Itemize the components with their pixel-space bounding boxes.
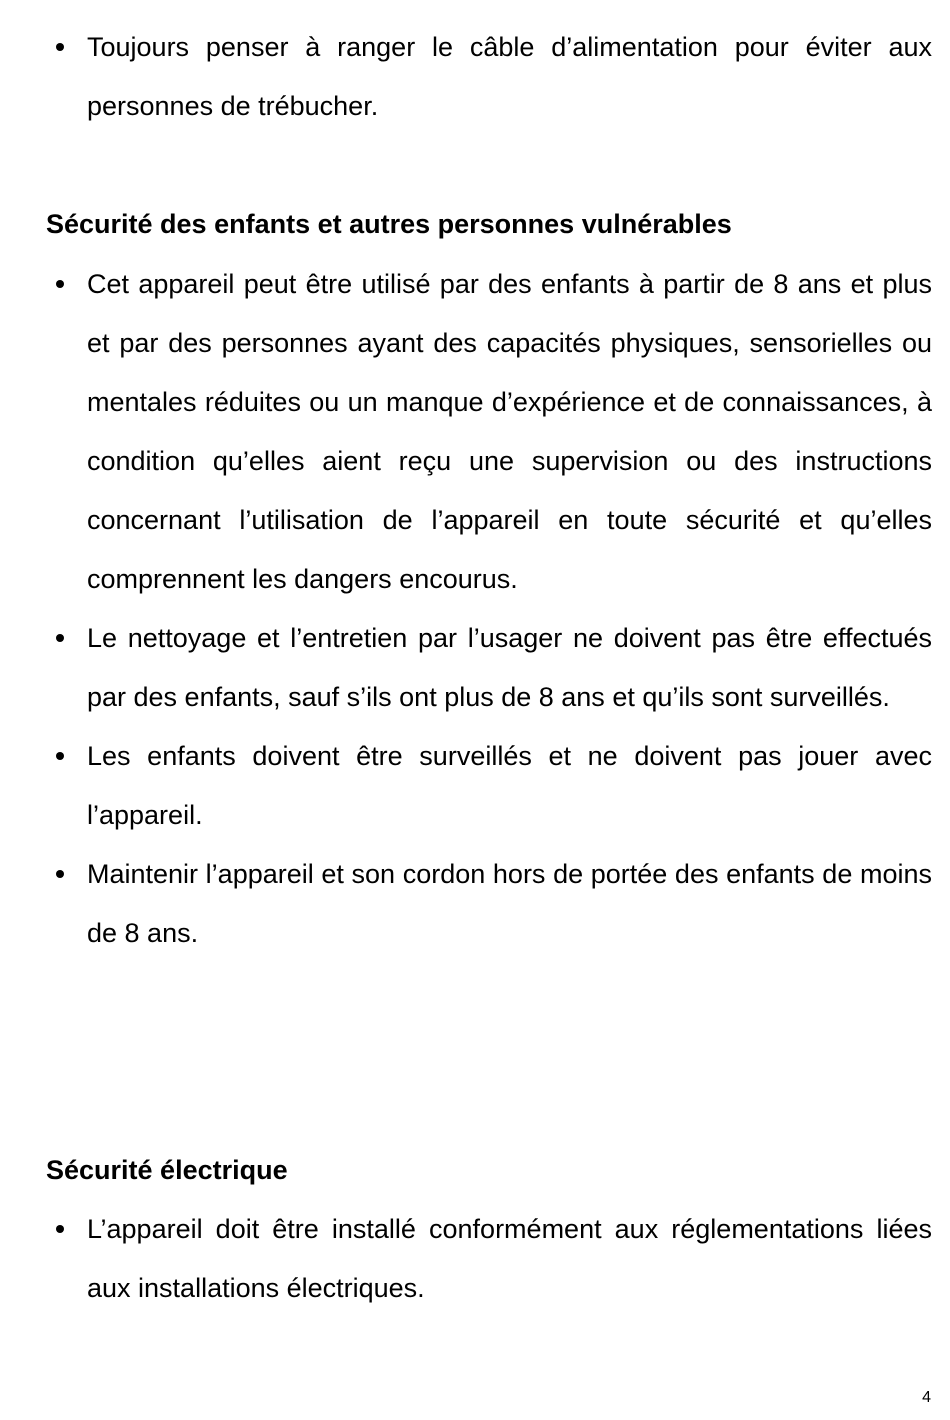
list-item (46, 845, 932, 963)
intro-bullet-list (46, 18, 932, 136)
list-item-text: Toujours penser à ranger le câble d’alimentation pour éviter aux personnes de trébucher. (87, 32, 932, 121)
children-bullet-list (46, 255, 932, 963)
list-item-text: L’appareil doit être installé conformément aux réglementations liées aux installations électriques. (87, 1214, 932, 1303)
section-heading-electric: Sécurité électrique (46, 1155, 288, 1185)
bullet-icon (56, 870, 64, 878)
list-item (46, 609, 932, 727)
page-number: 4 (922, 1389, 931, 1406)
bullet-icon (56, 1225, 64, 1233)
list-item (46, 18, 932, 136)
list-item-text: Le nettoyage et l’entretien par l’usager ne doivent pas être effectués par des enfants, sauf s’ils ont plus de 8 ans et qu’ils sont surveillés. (87, 623, 932, 712)
list-item-text: Maintenir l’appareil et son cordon hors de portée des enfants de moins de 8 ans. (87, 859, 932, 948)
list-item (46, 1200, 932, 1318)
bullet-icon (56, 280, 64, 288)
list-item (46, 727, 932, 845)
list-item-text: Les enfants doivent être surveillés et ne doivent pas jouer avec l’appareil. (87, 741, 932, 830)
electric-bullet-list (46, 1200, 932, 1318)
bullet-icon (56, 634, 64, 642)
bullet-icon (56, 752, 64, 760)
section-heading-children: Sécurité des enfants et autres personnes vulnérables (46, 209, 732, 239)
list-item-text: Cet appareil peut être utilisé par des enfants à partir de 8 ans et plus et par des personnes ayant des capacités physiques, sensorielles ou mentales réduites ou un manque d’expérience et de connaissances, à condition qu’elles aient reçu une supervision ou des instructions concernant l’utilisation de l’appareil en toute sécurité et qu’elles comprennent les dangers encourus. (87, 269, 932, 594)
bullet-icon (56, 43, 64, 51)
list-item (46, 255, 932, 609)
